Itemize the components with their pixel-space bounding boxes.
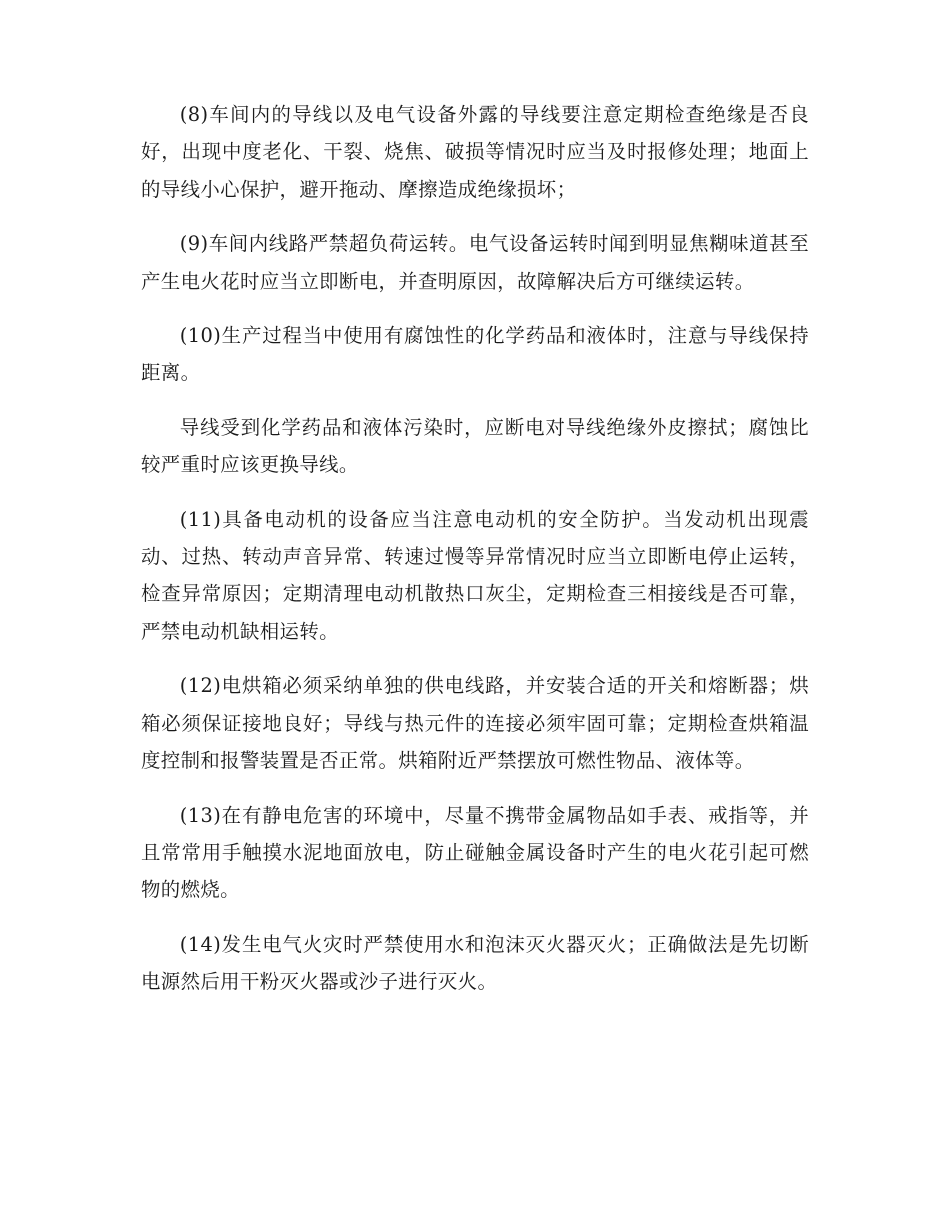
paragraph-10: (10)生产过程当中使用有腐蚀性的化学药品和液体时，注意与导线保持距离。 [141, 324, 809, 385]
paragraph-12: (12)电烘箱必须采纳单独的供电线路，并安装合适的开关和熔断器；烘箱必须保证接地良好；导线与热元件的连接必须牢固可靠；定期检查烘箱温度控制和报警装置是否正常。烘箱附近严禁摆放可燃性物品、液体等。 [141, 674, 809, 773]
document-page [141, 96, 809, 1018]
paragraph-14: (14)发生电气火灾时严禁使用水和泡沫灭火器灭火；正确做法是先切断电源然后用干粉灭火器或沙子进行灭火。 [141, 932, 809, 994]
paragraph-8: (8)车间内的导线以及电气设备外露的导线要注意定期检查绝缘是否良好，出现中度老化、干裂、烧焦、破损等情况时应当及时报修处理；地面上的导线小心保护，避开拖动、摩擦造成绝缘损坏； [141, 103, 809, 201]
paragraph-11: (11)具备电动机的设备应当注意电动机的安全防护。当发动机出现震动、过热、转动声音异常、转速过慢等异常情况时应当立即断电停止运转，检查异常原因；定期清理电动机散热口灰尘，定期检查三相接线是否可靠，严禁电动机缺相运转。 [141, 507, 809, 643]
paragraph-9: (9)车间内线路严禁超负荷运转。电气设备运转时闻到明显焦糊味道甚至产生电火花时应当立即断电，并查明原因，故障解决后方可继续运转。 [141, 232, 809, 293]
paragraph-10-continued: 导线受到化学药品和液体污染时，应断电对导线绝缘外皮擦拭；腐蚀比较严重时应该更换导线。 [141, 415, 809, 477]
paragraph-13: (13)在有静电危害的环境中，尽量不携带金属物品如手表、戒指等，并且常常用手触摸水泥地面放电，防止碰触金属设备时产生的电火花引起可燃物的燃烧。 [141, 803, 809, 902]
